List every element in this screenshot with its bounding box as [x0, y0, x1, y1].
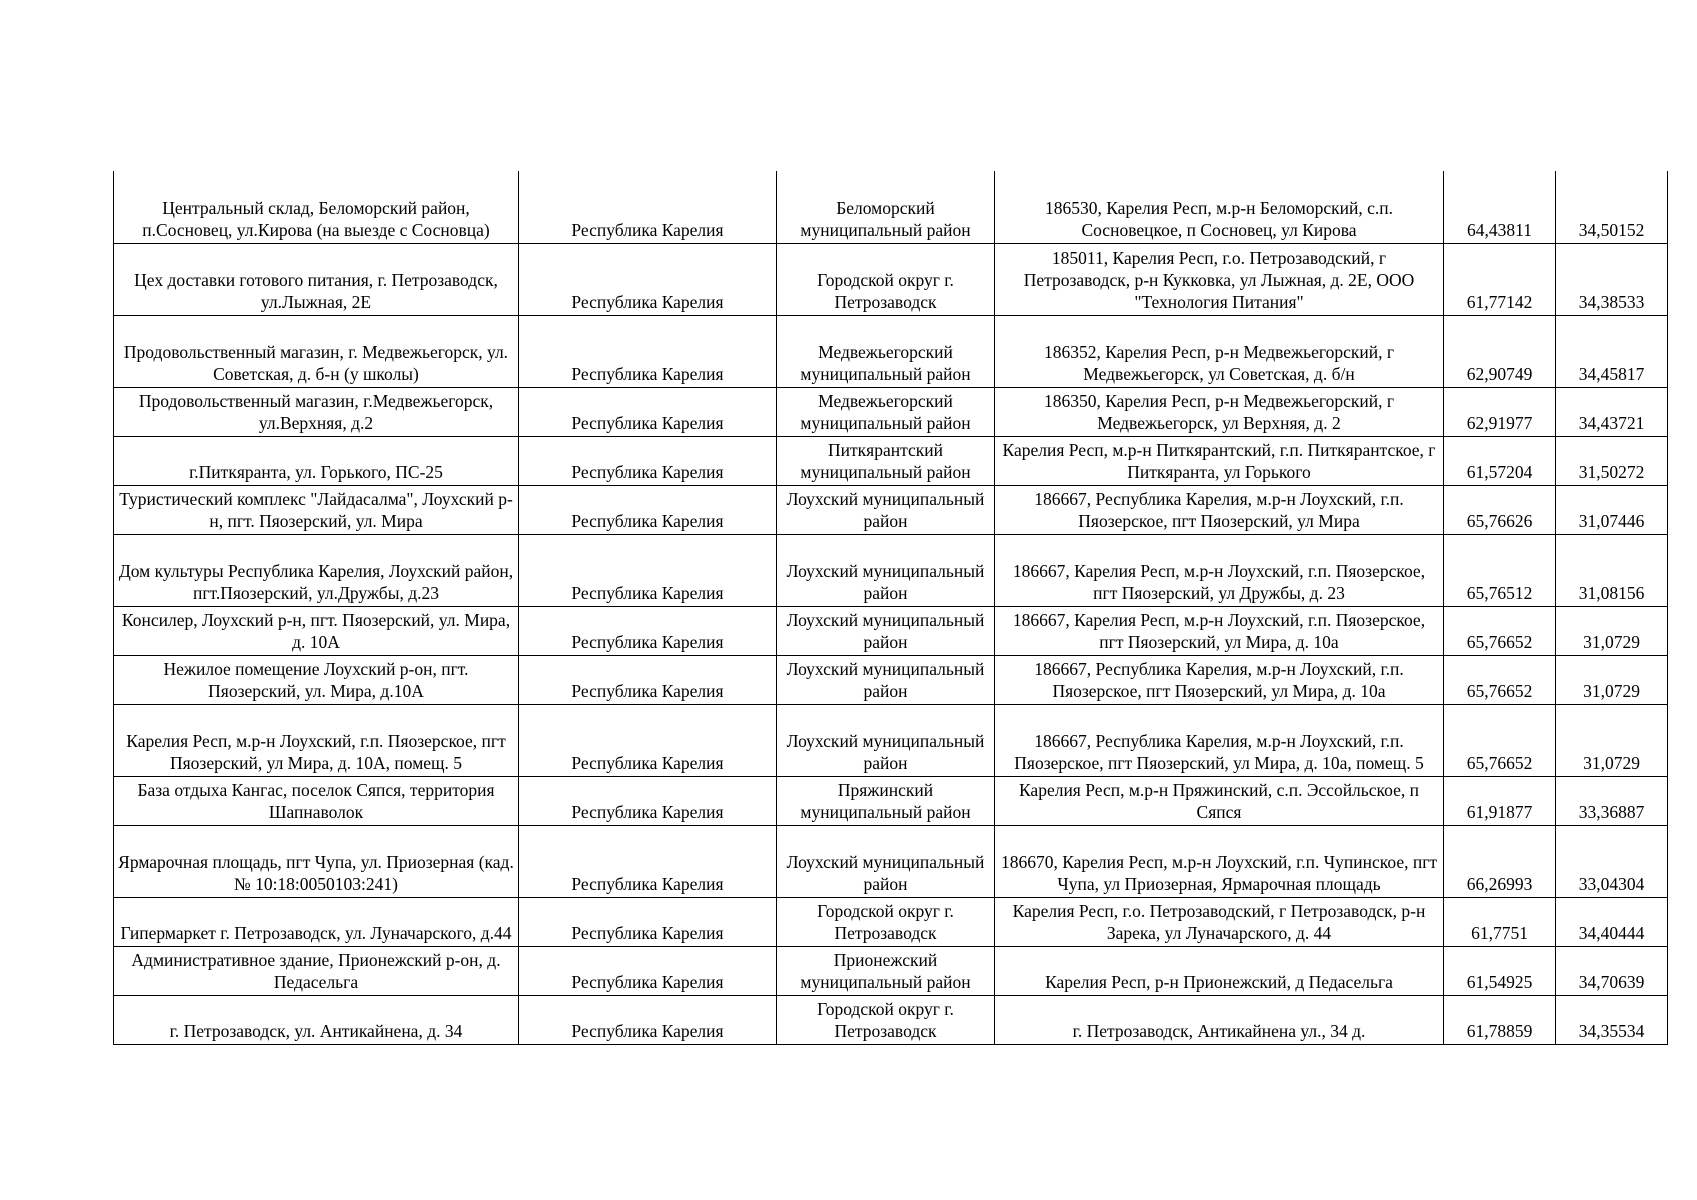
district-cell: Лоухский муниципальный район [777, 655, 995, 704]
table-row [114, 776, 1668, 825]
longitude-cell: 31,0729 [1556, 704, 1668, 776]
district-cell: Питкярантский муниципальный район [777, 436, 995, 485]
longitude-cell: 34,50152 [1556, 171, 1668, 243]
location-name-cell: Дом культуры Республика Карелия, Лоухский район, пгт.Пяозерский, ул.Дружбы, д.23 [114, 534, 519, 606]
latitude-cell: 61,91877 [1444, 776, 1556, 825]
district-cell: Лоухский муниципальный район [777, 825, 995, 897]
address-cell: 186670, Карелия Респ, м.р-н Лоухский, г.п. Чупинское, пгт Чупа, ул Приозерная, Ярмарочная площадь [995, 825, 1444, 897]
address-cell: Карелия Респ, м.р-н Пряжинский, с.п. Эссойльское, п Сяпся [995, 776, 1444, 825]
table-row [114, 704, 1668, 776]
location-name-cell: г.Питкяранта, ул. Горького, ПС-25 [114, 436, 519, 485]
longitude-cell: 33,04304 [1556, 825, 1668, 897]
address-cell: Карелия Респ, г.о. Петрозаводский, г Петрозаводск, р-н Зарека, ул Луначарского, д. 44 [995, 897, 1444, 946]
longitude-cell: 31,08156 [1556, 534, 1668, 606]
district-cell: Лоухский муниципальный район [777, 534, 995, 606]
address-cell: 186350, Карелия Респ, р-н Медвежьегорский, г Медвежьегорск, ул Верхняя, д. 2 [995, 387, 1444, 436]
address-cell: Карелия Респ, р-н Прионежский, д Педасельга [995, 946, 1444, 995]
address-cell: 186667, Карелия Респ, м.р-н Лоухский, г.п. Пяозерское, пгт Пяозерский, ул Мира, д. 10а [995, 606, 1444, 655]
region-cell: Республика Карелия [519, 825, 777, 897]
region-cell: Республика Карелия [519, 171, 777, 243]
latitude-cell: 65,76652 [1444, 704, 1556, 776]
region-cell: Республика Карелия [519, 655, 777, 704]
table-row [114, 387, 1668, 436]
location-name-cell: Продовольственный магазин, г. Медвежьегорск, ул. Советская, д. б-н (у школы) [114, 315, 519, 387]
latitude-cell: 65,76652 [1444, 655, 1556, 704]
district-cell: Лоухский муниципальный район [777, 606, 995, 655]
latitude-cell: 65,76652 [1444, 606, 1556, 655]
location-name-cell: Карелия Респ, м.р-н Лоухский, г.п. Пяозерское, пгт Пяозерский, ул Мира, д. 10А, помещ. 5 [114, 704, 519, 776]
location-name-cell: База отдыха Кангас, поселок Сяпся, территория Шапнаволок [114, 776, 519, 825]
table-row [114, 243, 1668, 315]
address-cell: 186352, Карелия Респ, р-н Медвежьегорский, г Медвежьегорск, ул Советская, д. б/н [995, 315, 1444, 387]
district-cell: Прионежский муниципальный район [777, 946, 995, 995]
address-cell: 186530, Карелия Респ, м.р-н Беломорский, с.п. Сосновецкое, п Сосновец, ул Кирова [995, 171, 1444, 243]
latitude-cell: 61,54925 [1444, 946, 1556, 995]
district-cell: Городской округ г. Петрозаводск [777, 897, 995, 946]
location-name-cell: Цех доставки готового питания, г. Петрозаводск, ул.Лыжная, 2Е [114, 243, 519, 315]
district-cell: Городской округ г. Петрозаводск [777, 995, 995, 1044]
longitude-cell: 33,36887 [1556, 776, 1668, 825]
latitude-cell: 61,7751 [1444, 897, 1556, 946]
longitude-cell: 31,0729 [1556, 606, 1668, 655]
location-name-cell: г. Петрозаводск, ул. Антикайнена, д. 34 [114, 995, 519, 1044]
longitude-cell: 34,45817 [1556, 315, 1668, 387]
district-cell: Лоухский муниципальный район [777, 704, 995, 776]
longitude-cell: 31,0729 [1556, 655, 1668, 704]
district-cell: Медвежьегорский муниципальный район [777, 387, 995, 436]
longitude-cell: 34,43721 [1556, 387, 1668, 436]
location-name-cell: Ярмарочная площадь, пгт Чупа, ул. Приозерная (кад. № 10:18:0050103:241) [114, 825, 519, 897]
locations-table [113, 171, 1668, 1045]
table-row [114, 655, 1668, 704]
latitude-cell: 65,76626 [1444, 485, 1556, 534]
longitude-cell: 31,50272 [1556, 436, 1668, 485]
latitude-cell: 61,57204 [1444, 436, 1556, 485]
region-cell: Республика Карелия [519, 387, 777, 436]
table-row [114, 995, 1668, 1044]
latitude-cell: 62,90749 [1444, 315, 1556, 387]
address-cell: 186667, Республика Карелия, м.р-н Лоухский, г.п. Пяозерское, пгт Пяозерский, ул Мира, д. 10а, помещ. 5 [995, 704, 1444, 776]
latitude-cell: 61,77142 [1444, 243, 1556, 315]
table-row [114, 825, 1668, 897]
address-cell: 186667, Карелия Респ, м.р-н Лоухский, г.п. Пяозерское, пгт Пяозерский, ул Дружбы, д. 23 [995, 534, 1444, 606]
district-cell: Медвежьегорский муниципальный район [777, 315, 995, 387]
region-cell: Республика Карелия [519, 776, 777, 825]
latitude-cell: 62,91977 [1444, 387, 1556, 436]
table-row [114, 946, 1668, 995]
district-cell: Лоухский муниципальный район [777, 485, 995, 534]
location-name-cell: Гипермаркет г. Петрозаводск, ул. Луначарского, д.44 [114, 897, 519, 946]
region-cell: Республика Карелия [519, 897, 777, 946]
location-name-cell: Нежилое помещение Лоухский р-он, пгт. Пяозерский, ул. Мира, д.10А [114, 655, 519, 704]
location-name-cell: Центральный склад, Беломорский район, п.Сосновец, ул.Кирова (на выезде с Сосновца) [114, 171, 519, 243]
address-cell: 185011, Карелия Респ, г.о. Петрозаводский, г Петрозаводск, р-н Кукковка, ул Лыжная, д. 2Е, ООО "Технология Питания" [995, 243, 1444, 315]
longitude-cell: 34,35534 [1556, 995, 1668, 1044]
location-name-cell: Административное здание, Прионежский р-он, д. Педасельга [114, 946, 519, 995]
address-cell: 186667, Республика Карелия, м.р-н Лоухский, г.п. Пяозерское, пгт Пяозерский, ул Мира, д. 10а [995, 655, 1444, 704]
longitude-cell: 34,70639 [1556, 946, 1668, 995]
latitude-cell: 61,78859 [1444, 995, 1556, 1044]
district-cell: Беломорский муниципальный район [777, 171, 995, 243]
region-cell: Республика Карелия [519, 534, 777, 606]
latitude-cell: 64,43811 [1444, 171, 1556, 243]
table-row [114, 897, 1668, 946]
region-cell: Республика Карелия [519, 315, 777, 387]
district-cell: Пряжинский муниципальный район [777, 776, 995, 825]
table-row [114, 436, 1668, 485]
table-row [114, 534, 1668, 606]
region-cell: Республика Карелия [519, 436, 777, 485]
table-body [114, 171, 1668, 1044]
region-cell: Республика Карелия [519, 243, 777, 315]
location-name-cell: Консилер, Лоухский р-н, пгт. Пяозерский, ул. Мира, д. 10А [114, 606, 519, 655]
region-cell: Республика Карелия [519, 946, 777, 995]
latitude-cell: 66,26993 [1444, 825, 1556, 897]
address-cell: Карелия Респ, м.р-н Питкярантский, г.п. Питкярантское, г Питкяранта, ул Горького [995, 436, 1444, 485]
district-cell: Городской округ г. Петрозаводск [777, 243, 995, 315]
location-name-cell: Туристический комплекс "Лайдасалма", Лоухский р-н, пгт. Пяозерский, ул. Мира [114, 485, 519, 534]
longitude-cell: 31,07446 [1556, 485, 1668, 534]
longitude-cell: 34,40444 [1556, 897, 1668, 946]
longitude-cell: 34,38533 [1556, 243, 1668, 315]
region-cell: Республика Карелия [519, 606, 777, 655]
address-cell: г. Петрозаводск, Антикайнена ул., 34 д. [995, 995, 1444, 1044]
region-cell: Республика Карелия [519, 995, 777, 1044]
region-cell: Республика Карелия [519, 485, 777, 534]
table-row [114, 171, 1668, 243]
address-cell: 186667, Республика Карелия, м.р-н Лоухский, г.п. Пяозерское, пгт Пяозерский, ул Мира [995, 485, 1444, 534]
location-name-cell: Продовольственный магазин, г.Медвежьегорск, ул.Верхняя, д.2 [114, 387, 519, 436]
table-row [114, 315, 1668, 387]
region-cell: Республика Карелия [519, 704, 777, 776]
table-row [114, 485, 1668, 534]
table-row [114, 606, 1668, 655]
latitude-cell: 65,76512 [1444, 534, 1556, 606]
